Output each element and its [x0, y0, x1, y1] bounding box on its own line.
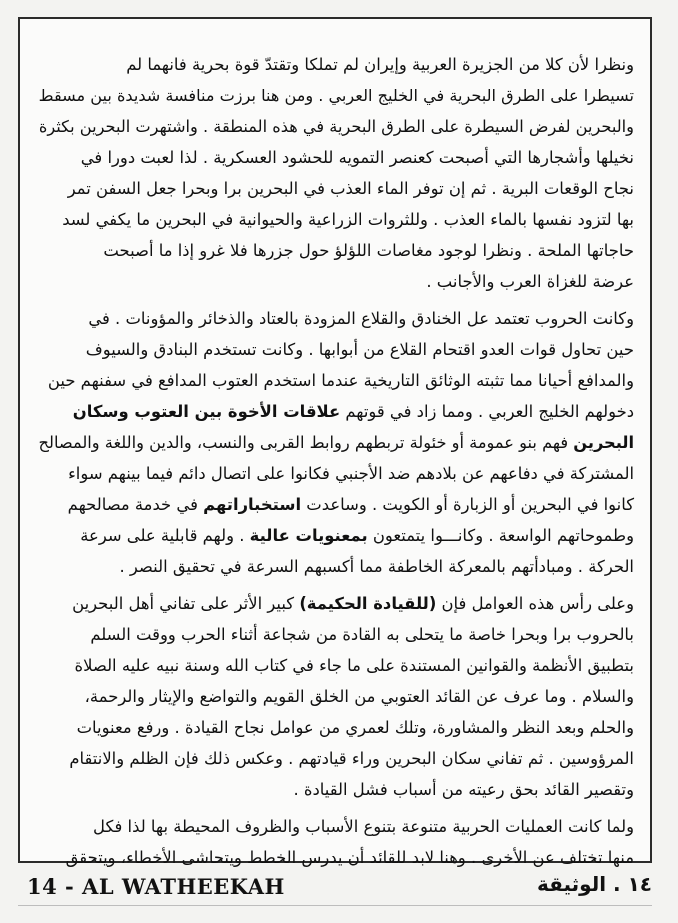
- text-line: [38, 49, 634, 80]
- text-segment: الحركة . ومبادأتهم بالمعركة الخاطفة مما أكسبهم السرعة في تحقيق النصر .: [119, 557, 634, 576]
- text-line: [38, 365, 634, 396]
- text-line: [38, 743, 634, 774]
- text-line: [38, 80, 634, 111]
- text-segment: وطموحاتهم الواسعة . وكانـــوا يتمتعون: [367, 526, 634, 545]
- text-line: [38, 619, 634, 650]
- text-segment: والحلم وبعد النظر والمشاورة، وتلك لعمري من عوامل نجاح القيادة . ورفع معنويات: [76, 718, 634, 737]
- text-line: [38, 334, 634, 365]
- text-segment: وتقصير القائد بحق رعيته من أسباب فشل القيادة .: [293, 780, 634, 799]
- text-segment: فهم بنو عمومة أو خئولة تربطهم روابط القربى والنسب، والدين واللغة والمصالح: [38, 433, 574, 452]
- text-segment: والمدافع أحيانا مما تثبته الوثائق التاريخية عندما استخدم العتوب المدافع في سفنهم حين: [47, 371, 634, 390]
- text-segment: حين تحاول قوات العدو اقتحام القلاع من أبوابها . وكانت تستخدم البنادق والسيوف: [85, 340, 634, 359]
- article-body: [38, 49, 634, 873]
- text-line: [38, 235, 634, 266]
- text-segment: عرضة للغزاة العرب والأجانب .: [426, 272, 634, 291]
- emphasized-text: بمعنويات عالية: [249, 526, 368, 545]
- text-segment: المشتركة في دفاعهم عن بلادهم ضد الأجنبي فكانوا على اتصال دائم فيما بينهم سواء: [68, 464, 634, 483]
- text-segment: بها لتزود نفسها بالماء العذب . وللثروات الزراعية والحيوانية في البحرين ما يكفي لسد: [62, 210, 634, 229]
- text-line: [38, 303, 634, 334]
- text-segment: نخيلها وأشجارها التي أصبحت كعنصر التمويه للحشود العسكرية . لذا لعبت دورا في: [80, 148, 634, 167]
- text-frame: [18, 17, 652, 867]
- text-segment: بالحروب برا وبحرا خاصة ما يتحلى به القادة من شجاعة أثناء الحرب ووقت السلم: [90, 625, 634, 644]
- text-segment: بتطبيق الأنظمة والقوانين المستندة على ما جاء في كتاب الله وسنة نبيه عليه الصلاة: [74, 656, 634, 675]
- text-line: [38, 520, 634, 551]
- text-line: [38, 458, 634, 489]
- text-line: [38, 427, 634, 458]
- text-line: [38, 204, 634, 235]
- text-line: [38, 811, 634, 842]
- text-segment: المرؤوسين . ثم تفاني سكان البحرين وراء قيادتهم . وعكس ذلك فإن الظلم والانتقام: [69, 749, 634, 768]
- page-bottom-rule: [18, 905, 652, 906]
- paragraph: [38, 588, 634, 805]
- text-segment: وعلى رأس هذه العوامل فإن: [436, 594, 634, 613]
- text-segment: والبحرين لفرض السيطرة على الطرق البحرية في هذه المنطقة . واشتهرت البحرين بكثرة: [38, 117, 634, 136]
- text-segment: وكانت الحروب تعتمد عل الخنادق والقلاع المزودة بالعتاد والذخائر والمؤونات . في: [88, 309, 634, 328]
- text-segment: في خدمة مصالحهم: [67, 495, 204, 514]
- text-line: [38, 173, 634, 204]
- paragraph: [38, 303, 634, 582]
- text-line: [38, 650, 634, 681]
- text-line: [38, 142, 634, 173]
- text-segment: كبير الأثر على تفاني أهل البحرين: [72, 594, 300, 613]
- text-segment: كانوا في البحرين أو الزبارة أو الكويت . وساعدت: [301, 495, 634, 514]
- text-line: [38, 266, 634, 297]
- text-line: [38, 774, 634, 805]
- text-segment: . ولهم قابلية على سرعة: [80, 526, 250, 545]
- emphasized-text: استخباراتهم: [203, 495, 302, 514]
- text-line: [38, 489, 634, 520]
- emphasized-text: (للقيادة الحكيمة): [299, 594, 437, 613]
- footer-page-label: 14 - AL WATHEEKAH: [27, 874, 285, 899]
- text-segment: دخولهم الخليج العربي . ومما زاد في قوتهم: [340, 402, 634, 421]
- text-line: [38, 588, 634, 619]
- text-line: [38, 396, 634, 427]
- text-segment: حاجاتها الملحة . ونظرا لوجود مغاصات اللؤلؤ حول جزرها فلا غرو إذا ما أصبحت: [103, 241, 634, 260]
- text-line: [38, 551, 634, 582]
- text-segment: تسيطرا على الطرق البحرية في الخليج العربي . ومن هنا برزت منافسة شديدة بين مسقط: [38, 86, 634, 105]
- text-line: [38, 681, 634, 712]
- footer-arabic-page-label: ١٤ . الوثيقة: [536, 872, 652, 896]
- paragraph: [38, 811, 634, 873]
- text-line: [38, 712, 634, 743]
- text-line: [38, 111, 634, 142]
- text-segment: نجاح الوقعات البرية . ثم إن توفر الماء العذب في البحرين برا وبحرا جعل السفن تمر: [67, 179, 634, 198]
- text-segment: منها تختلف عن الأخرى . وهنا لابد للقائد أن يدرس الخطط ويتحاشى الأخطاء، ويتحقق: [65, 848, 634, 867]
- text-segment: ولما كانت العمليات الحربية متنوعة بتنوع الأسباب والظروف المحيطة بها لذا فكل: [93, 817, 634, 836]
- paragraph: [38, 49, 634, 297]
- emphasized-text: علاقات الأخوة بين العتوب وسكان: [72, 402, 341, 421]
- text-segment: والسلام . وما عرف عن القائد العتوبي من الخلق القويم والتواضع والإيثار والرحمة،: [84, 687, 634, 706]
- emphasized-text: البحرين: [573, 433, 634, 452]
- text-segment: ونظرا لأن كلا من الجزيرة العربية وإيران لم تملكا وتقتدّ قوة بحرية فانهما لم: [126, 55, 634, 74]
- text-line: [38, 842, 634, 873]
